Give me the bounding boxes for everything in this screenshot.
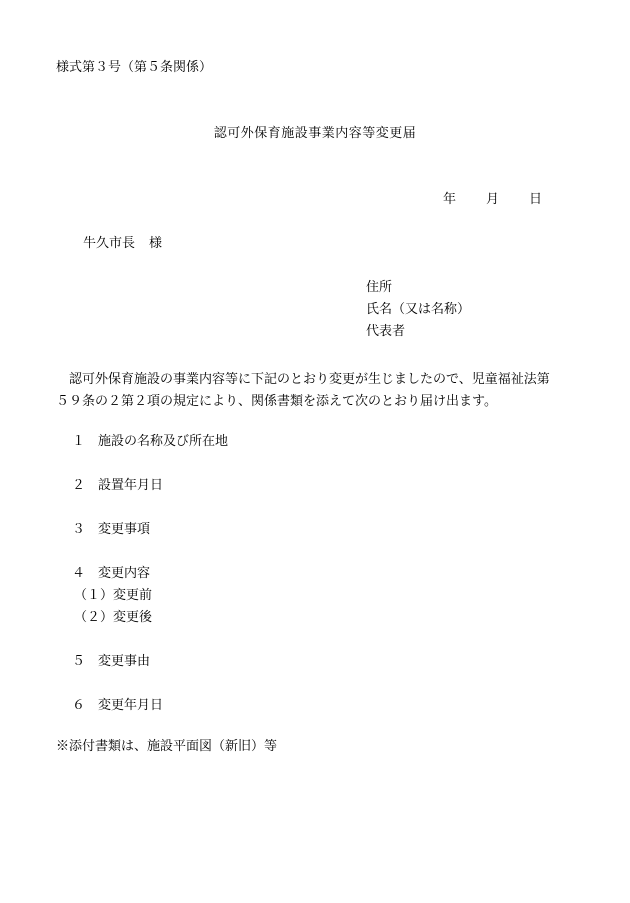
sub-item-before: （１）変更前 [74, 588, 153, 603]
item-label: 変更事由 [98, 654, 151, 669]
document-title: 認可外保育施設事業内容等変更届 [213, 126, 417, 141]
addressee [83, 237, 162, 250]
item-number: ６ [72, 698, 86, 713]
applicant-representative-label: 代表者 [366, 324, 406, 339]
date-year-label: 年 [443, 192, 457, 207]
item-number: ２ [72, 478, 86, 493]
item-6 [72, 699, 163, 712]
item-number: ３ [72, 522, 86, 537]
date-line [443, 193, 542, 206]
date-day-label: 日 [529, 192, 543, 207]
item-number: ５ [72, 654, 86, 669]
item-label: 設置年月日 [98, 478, 164, 493]
sub-item-after: （２）変更後 [74, 610, 153, 625]
item-1 [72, 435, 228, 448]
addressee-honorific: 様 [149, 236, 163, 251]
item-5 [72, 655, 150, 668]
item-label: 変更年月日 [98, 698, 164, 713]
item-4 [72, 567, 150, 580]
body-line-2: ５９条の２第２項の規定により、関係書類を添えて次のとおり届け出ます。 [56, 394, 497, 409]
date-month-label: 月 [486, 192, 500, 207]
item-number: １ [72, 434, 86, 449]
item-label: 施設の名称及び所在地 [98, 434, 229, 449]
item-number: ４ [72, 566, 86, 581]
item-label: 変更事項 [98, 522, 151, 537]
form-number: 様式第３号（第５条関係） [56, 60, 213, 75]
item-label: 変更内容 [98, 566, 151, 581]
item-3 [72, 523, 150, 536]
applicant-name-label: 氏名（又は名称） [366, 302, 471, 317]
body-paragraph [56, 369, 576, 413]
body-line-1: 認可外保育施設の事業内容等に下記のとおり変更が生じましたので、児童福祉法第 [69, 372, 550, 387]
addressee-name: 牛久市長 [83, 236, 136, 251]
attachment-note: ※添付書類は、施設平面図（新旧）等 [56, 739, 278, 754]
item-2 [72, 479, 163, 492]
applicant-address-label: 住所 [366, 280, 393, 295]
